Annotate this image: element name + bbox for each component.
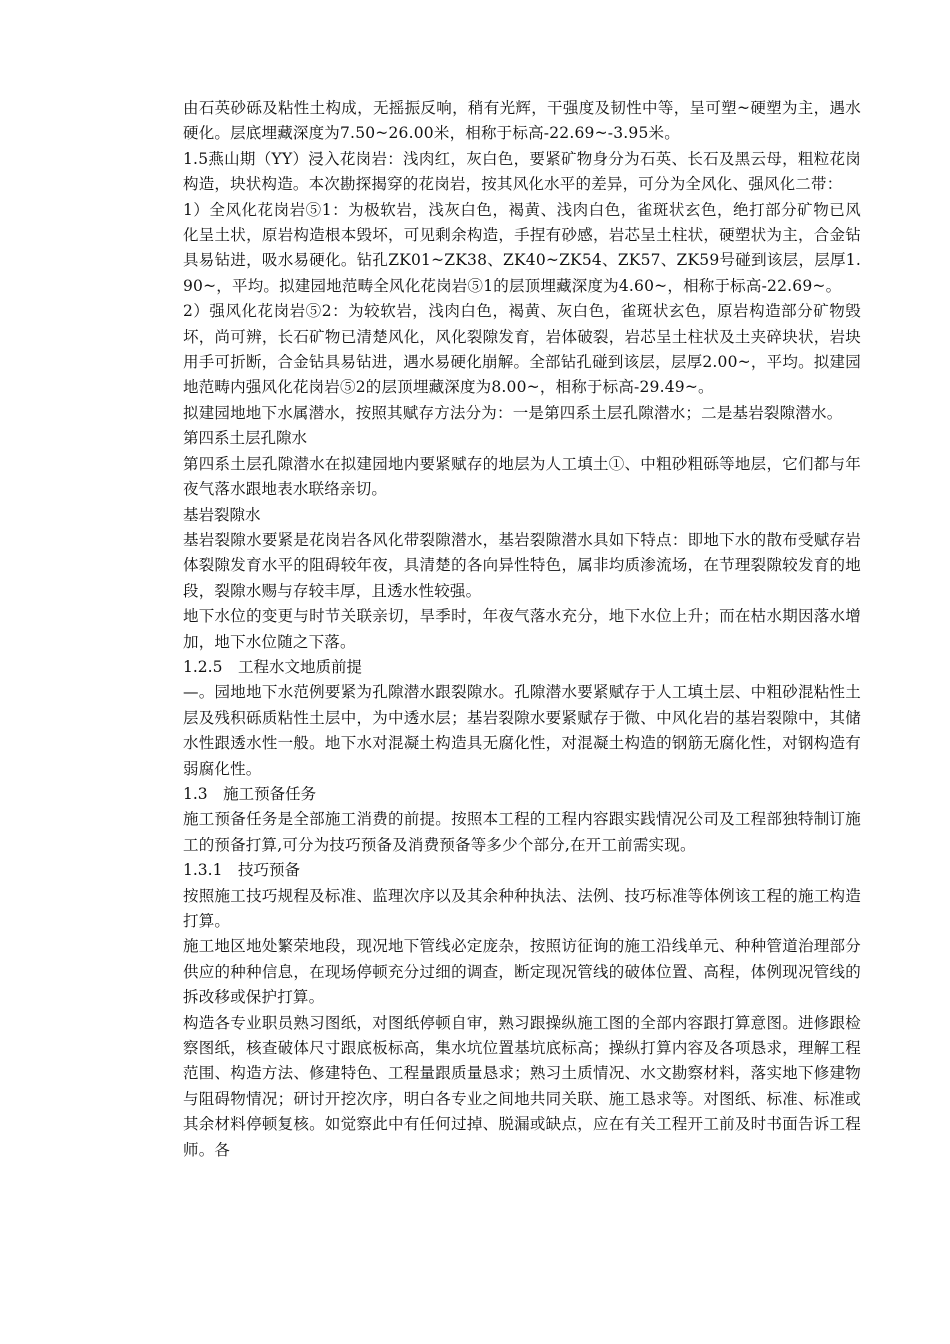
section-heading: 1.2.5 工程水文地质前提 [183, 657, 362, 676]
paragraph: 施工地区地处繁荣地段，现况地下管线必定庞杂，按照访征询的施工沿线单元、种种管道治理部分供应的种种信息，在现场停顿充分过细的调查，断定现况管线的破体位置、高程，体例现况管线的拆改移或保护打算。 [183, 937, 861, 1007]
paragraph: 构造各专业职员熟习图纸，对图纸停顿自审，熟习跟操纵施工图的全部内容跟打算意图。进修跟检察图纸，核查破体尺寸跟底板标高，集水坑位置基坑底标高；操纵打算内容及各项恳求，理解工程范围、构造方法、修建特色、工程量跟质量恳求；熟习土质情况、水文勘察材料，落实地下修建物与阻碍物情况；研讨开挖次序，明白各专业之间地共同关联、施工恳求等。对图纸、标准、标准或其余材料停顿复核。如觉察此中有任何过掉、脱漏或缺点，应在有关工程开工前及时书面告诉工程师。各 [183, 1013, 861, 1159]
section-heading: 1.3 施工预备任务 [183, 784, 317, 803]
section-heading: 1.3.1 技巧预备 [183, 861, 300, 880]
paragraph: 拟建园地地下水属潜水，按照其赋存方法分为：一是第四系土层孔隙潜水；二是基岩裂隙潜水。 [183, 403, 843, 422]
section-heading: 基岩裂隙水 [183, 505, 261, 524]
paragraph: 1）全风化花岗岩⑤1：为极软岩，浅灰白色，褐黄、浅肉白色，雀斑状玄色，绝打部分矿物已风化呈土状，原岩构造根本毁坏，可见剩余构造，手捏有砂感，岩芯呈土柱状，硬塑状为主，合金钻具易钻进，吸水易硬化。钻孔ZK01~ZK38、ZK40~ZK54、ZK57、ZK59号碰到该层，层厚1.90~，平均。拟建园地范畴全风化花岗岩⑤1的层顶埋藏深度为4.60~，相称于标高-22.69~。 [183, 200, 861, 295]
paragraph: 由石英砂砾及粘性土构成，无摇振反响，稍有光辉，干强度及韧性中等，呈可塑~硬塑为主，遇水硬化。层底埋藏深度为7.50~26.00米，相称于标高-22.69~-3.95米。 [183, 99, 861, 143]
paragraph: —。园地地下水范例要紧为孔隙潜水跟裂隙水。孔隙潜水要紧赋存于人工填土层、中粗砂混粘性土层及残积砾质粘性土层中，为中透水层；基岩裂隙水要紧赋存于微、中风化岩的基岩裂隙中，其储水性跟透水性一般。地下水对混凝土构造具无腐化性，对混凝土构造的钢筋无腐化性，对钢构造有弱腐化性。 [183, 683, 861, 778]
paragraph: 地下水位的变更与时节关联亲切，旱季时，年夜气落水充分，地下水位上升；而在枯水期因落水增加，地下水位随之下落。 [183, 607, 861, 651]
section-heading: 第四系土层孔隙水 [183, 429, 308, 448]
paragraph: 第四系土层孔隙潜水在拟建园地内要紧赋存的地层为人工填土①、中粗砂粗砾等地层，它们都与年夜气落水跟地表水联络亲切。 [183, 454, 861, 499]
paragraph: 施工预备任务是全部施工消费的前提。按照本工程的工程内容跟实践情况公司及工程部独特制订施工的预备打算,可分为技巧预备及消费预备等多少个部分,在开工前需实现。 [183, 810, 861, 854]
document-page [183, 96, 861, 1163]
paragraph: 1.5燕山期（YY）浸入花岗岩：浅肉红，灰白色，要紧矿物身分为石英、长石及黑云母，粗粒花岗构造，块状构造。本次勘探揭穿的花岗岩，按其风化水平的差异，可分为全风化、强风化二带： [183, 149, 861, 194]
paragraph: 基岩裂隙水要紧是花岗岩各风化带裂隙潜水，基岩裂隙潜水具如下特点：即地下水的散布受赋存岩体裂隙发育水平的阻碍较年夜，具清楚的各向异性特色，属非均质渗流场，在节理裂隙较发育的地段，裂隙水赐与存较丰厚，且透水性较强。 [183, 530, 861, 600]
paragraph: 2）强风化花岗岩⑤2：为较软岩，浅肉白色，褐黄、灰白色，雀斑状玄色，原岩构造部分矿物毁坏，尚可辨，长石矿物已清楚风化，风化裂隙发育，岩体破裂，岩芯呈土柱状及土夹碎块状，岩块用手可折断，合金钻具易钻进，遇水易硬化崩解。全部钻孔碰到该层，层厚2.00~，平均。拟建园地范畴内强风化花岗岩⑤2的层顶埋藏深度为8.00~，相称于标高-29.49~。 [183, 302, 861, 397]
paragraph: 按照施工技巧规程及标准、监理次序以及其余种种执法、法例、技巧标准等体例该工程的施工构造打算。 [183, 886, 861, 930]
